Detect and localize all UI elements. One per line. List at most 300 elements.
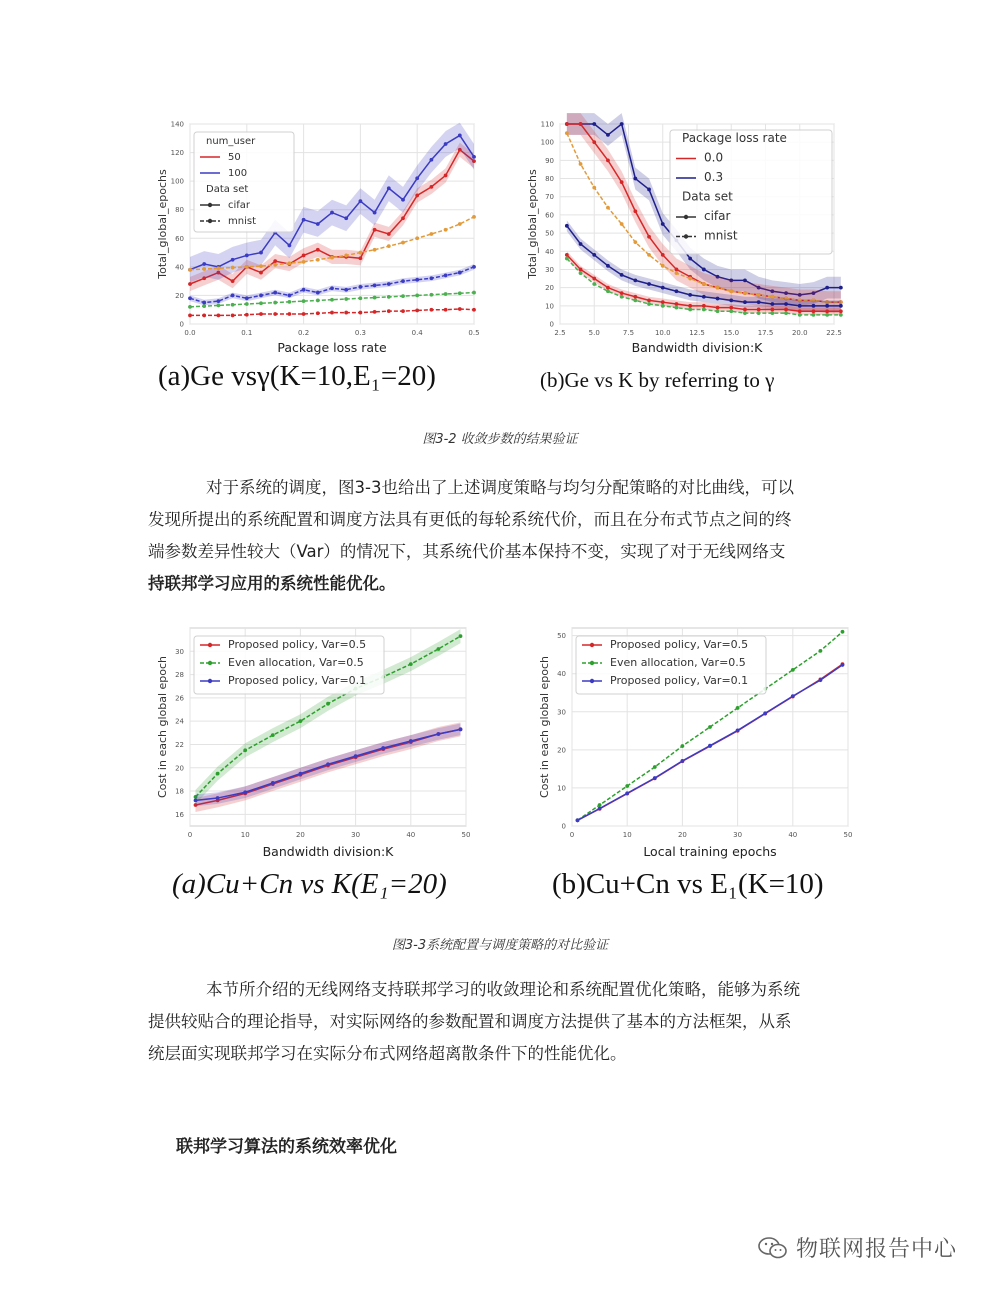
x-tick-label: 40 <box>406 831 416 839</box>
data-point <box>708 744 712 748</box>
data-point <box>373 284 377 288</box>
y-tick-label: 24 <box>175 717 184 726</box>
x-tick-label: 0.4 <box>411 329 423 337</box>
data-point <box>458 134 462 138</box>
data-point <box>598 803 602 807</box>
data-point <box>675 271 679 275</box>
x-tick-label: 2.5 <box>554 329 566 337</box>
data-point <box>812 304 816 308</box>
data-point <box>757 293 761 297</box>
data-point <box>437 732 441 736</box>
paragraph-1-line: 发现所提出的系统配置和调度方法具有更低的每轮系统代价，而且在分布式节点之间的终 <box>148 510 792 529</box>
data-point <box>841 630 845 634</box>
data-point <box>770 308 774 312</box>
data-point <box>444 274 448 278</box>
data-point <box>202 262 206 266</box>
data-point <box>273 301 277 305</box>
y-tick-label: 40 <box>545 247 554 256</box>
y-tick-label: 50 <box>545 229 554 238</box>
data-point <box>661 222 665 226</box>
data-point <box>409 662 413 666</box>
legend-label: Even allocation, Var=0.5 <box>228 656 364 669</box>
data-point <box>401 216 405 220</box>
y-tick-label: 30 <box>557 708 566 717</box>
data-point <box>288 261 292 265</box>
legend-marker <box>684 215 688 219</box>
data-point <box>401 309 405 313</box>
data-point <box>231 314 235 318</box>
data-point <box>273 291 277 295</box>
data-point <box>288 300 292 304</box>
data-point <box>316 222 320 226</box>
data-point <box>316 311 320 315</box>
paragraph-2-line: 统层面实现联邦学习在实际分布式网络超离散条件下的性能优化。 <box>148 1044 627 1063</box>
y-tick-label: 28 <box>175 671 184 680</box>
y-tick-label: 90 <box>545 156 554 165</box>
data-point <box>359 311 363 315</box>
data-point <box>661 300 665 304</box>
data-point <box>359 256 363 260</box>
data-point <box>784 308 788 312</box>
data-point <box>688 304 692 308</box>
data-point <box>841 663 845 667</box>
legend-label: Proposed policy, Var=0.5 <box>610 638 749 651</box>
data-point <box>299 772 303 776</box>
data-point <box>430 293 434 297</box>
data-point <box>381 746 385 750</box>
y-axis-label: Cost in each global epoch <box>156 655 169 799</box>
data-point <box>359 251 363 255</box>
data-point <box>430 276 434 280</box>
x-tick-label: 10 <box>622 831 632 839</box>
data-point <box>344 254 348 258</box>
data-point <box>702 295 706 299</box>
data-point <box>592 282 596 286</box>
chart-fig2b <box>520 118 840 358</box>
data-point <box>743 291 747 295</box>
data-point <box>217 314 221 318</box>
data-point <box>245 313 249 317</box>
x-tick-label: 12.5 <box>689 329 705 337</box>
data-point <box>288 294 292 298</box>
data-point <box>675 302 679 306</box>
data-point <box>326 702 330 706</box>
paragraph-1 <box>148 472 858 600</box>
x-tick-label: 0.0 <box>184 329 196 337</box>
data-point <box>316 291 320 295</box>
fig3a-label: (a)Cu+Cn vs K(E₁=20) <box>172 868 447 900</box>
paragraph-1-line: 对于系统的调度，图3-3也给出了上述调度策略与均匀分配策略的对比曲线，可以 <box>206 478 794 497</box>
data-point <box>633 177 637 181</box>
data-point <box>798 309 802 313</box>
data-point <box>271 733 275 737</box>
data-point <box>326 762 330 766</box>
figure-caption-3-2: 图3-2 收敛步数的结果验证 <box>422 432 578 447</box>
data-point <box>401 279 405 283</box>
y-tick-label: 18 <box>175 787 184 796</box>
data-point <box>387 309 391 313</box>
data-point <box>273 312 277 316</box>
data-point <box>459 634 463 638</box>
data-point <box>259 312 263 316</box>
x-tick-label: 0.5 <box>468 329 480 337</box>
x-tick-label: 20 <box>677 831 687 839</box>
data-point <box>217 266 221 270</box>
data-point <box>716 297 720 301</box>
y-tick-label: 20 <box>175 764 184 773</box>
data-point <box>188 305 192 309</box>
data-point <box>259 301 263 305</box>
legend-label: Data set <box>206 184 249 195</box>
data-point <box>839 309 843 313</box>
data-point <box>825 286 829 290</box>
data-point <box>302 254 306 258</box>
data-point <box>359 285 363 289</box>
data-point <box>688 308 692 312</box>
data-point <box>647 298 651 302</box>
data-point <box>579 162 583 166</box>
y-tick-label: 40 <box>557 670 566 679</box>
data-point <box>606 264 610 268</box>
data-point <box>839 286 843 290</box>
legend-label: Data set <box>682 189 733 204</box>
x-tick-label: 0.2 <box>298 329 310 337</box>
data-point <box>444 308 448 312</box>
data-point <box>188 268 192 272</box>
paragraph-1-line: 持联邦学习应用的系统性能优化。 <box>148 574 396 593</box>
data-point <box>415 236 419 240</box>
y-tick-label: 16 <box>175 810 184 819</box>
data-point <box>354 754 358 758</box>
data-point <box>620 291 624 295</box>
data-point <box>839 304 843 308</box>
y-axis-label: Cost in each global epoch <box>538 655 551 799</box>
data-point <box>702 282 706 286</box>
legend-marker <box>684 234 688 238</box>
chart-fig3b <box>532 622 862 862</box>
data-point <box>620 222 624 226</box>
data-point <box>415 294 419 298</box>
y-tick-label: 20 <box>175 291 184 300</box>
data-point <box>472 291 476 295</box>
data-point <box>472 265 476 269</box>
data-point <box>579 242 583 246</box>
legend-label: Proposed policy, Var=0.5 <box>228 638 367 651</box>
data-point <box>565 257 569 261</box>
data-point <box>633 295 637 299</box>
data-point <box>702 308 706 312</box>
data-point <box>661 286 665 290</box>
data-point <box>387 232 391 236</box>
data-point <box>579 122 583 126</box>
data-point <box>217 304 221 308</box>
data-point <box>430 308 434 312</box>
data-point <box>202 301 206 305</box>
data-point <box>430 185 434 189</box>
data-point <box>299 719 303 723</box>
fig2a-label: (a)Ge vsγ(K=10,E₁=20) <box>158 360 436 392</box>
paragraph-2-line: 本节所介绍的无线网络支持联邦学习的收敛理论和系统配置优化策略，能够为系统 <box>206 980 800 999</box>
data-point <box>620 273 624 277</box>
x-tick-label: 17.5 <box>757 329 774 337</box>
data-point <box>819 649 823 653</box>
y-tick-label: 26 <box>175 694 184 703</box>
data-point <box>259 294 263 298</box>
data-point <box>598 807 602 811</box>
data-point <box>330 211 334 215</box>
legend-label: Proposed policy, Var=0.1 <box>228 674 367 687</box>
data-point <box>661 264 665 268</box>
data-point <box>757 300 761 304</box>
data-point <box>681 744 685 748</box>
data-point <box>273 259 277 263</box>
y-tick-label: 0 <box>549 320 554 329</box>
data-point <box>344 216 348 220</box>
data-point <box>387 186 391 190</box>
data-point <box>259 264 263 268</box>
data-point <box>216 772 220 776</box>
data-point <box>702 268 706 272</box>
data-point <box>387 244 391 248</box>
data-point <box>302 260 306 264</box>
data-point <box>625 784 629 788</box>
data-point <box>576 818 580 822</box>
data-point <box>736 729 740 733</box>
legend-label: 0.3 <box>704 170 724 184</box>
paragraph-1-line: 端参数差异性较大（Var）的情况下，其系统代价基本保持不变，实现了对于无线网络支 <box>148 542 786 561</box>
data-point <box>245 254 249 258</box>
data-point <box>743 311 747 315</box>
data-point <box>812 313 816 317</box>
data-point <box>344 311 348 315</box>
legend-marker <box>590 661 594 665</box>
y-tick-label: 70 <box>545 193 554 202</box>
data-point <box>387 282 391 286</box>
y-axis-label: Total_global_epochs <box>526 169 539 279</box>
x-tick-label: 0 <box>569 831 575 839</box>
data-point <box>688 277 692 281</box>
data-point <box>401 294 405 298</box>
data-point <box>472 155 476 159</box>
data-point <box>606 286 610 290</box>
data-point <box>729 298 733 302</box>
data-point <box>770 302 774 306</box>
y-tick-label: 0 <box>561 822 566 831</box>
data-point <box>729 306 733 310</box>
y-tick-label: 100 <box>170 177 184 186</box>
x-tick-label: 30 <box>351 831 361 839</box>
data-point <box>359 296 363 300</box>
data-point <box>409 739 413 743</box>
data-point <box>401 241 405 245</box>
data-point <box>675 306 679 310</box>
data-point <box>565 253 569 257</box>
y-tick-label: 30 <box>545 265 554 274</box>
data-point <box>259 251 263 255</box>
y-axis-label: Total_global_epochs <box>156 169 169 279</box>
data-point <box>743 308 747 312</box>
data-point <box>825 309 829 313</box>
data-point <box>743 278 747 282</box>
data-point <box>373 228 377 232</box>
x-tick-label: 22.5 <box>826 329 842 337</box>
wechat-icon <box>758 1236 788 1260</box>
paragraph-2 <box>148 974 858 1070</box>
legend-label: 100 <box>228 168 248 179</box>
data-point <box>231 279 235 283</box>
legend-label: Package loss rate <box>682 131 787 145</box>
data-point <box>415 194 419 198</box>
data-point <box>592 122 596 126</box>
paragraph-2-line: 提供较贴合的理论指导，对实际网络的参数配置和调度方法提供了基本的方法框架，从系 <box>148 1012 792 1031</box>
data-point <box>359 199 363 203</box>
chart-fig3a <box>150 622 480 862</box>
x-axis-label: Local training epochs <box>643 844 777 859</box>
data-point <box>791 694 795 698</box>
legend-marker <box>590 679 594 683</box>
x-axis-label: Package loss rate <box>277 340 387 355</box>
data-point <box>620 295 624 299</box>
legend-label: 0.0 <box>704 150 724 165</box>
data-point <box>245 296 249 300</box>
data-point <box>444 142 448 146</box>
data-point <box>688 257 692 261</box>
data-point <box>188 296 192 300</box>
x-tick-label: 30 <box>733 831 743 839</box>
data-point <box>231 266 235 270</box>
data-point <box>661 304 665 308</box>
data-point <box>716 309 720 313</box>
data-point <box>459 727 463 731</box>
data-point <box>316 258 320 262</box>
data-point <box>647 302 651 306</box>
y-tick-label: 140 <box>170 120 184 129</box>
data-point <box>633 209 637 213</box>
data-point <box>330 256 334 260</box>
data-point <box>458 291 462 295</box>
data-point <box>653 765 657 769</box>
data-point <box>784 311 788 315</box>
x-tick-label: 7.5 <box>622 329 635 337</box>
legend-label: cifar <box>228 200 251 211</box>
section-heading: 联邦学习算法的系统效率优化 <box>176 1137 397 1157</box>
data-point <box>271 781 275 785</box>
legend-marker <box>590 643 594 647</box>
data-point <box>681 759 685 763</box>
data-point <box>688 293 692 297</box>
data-point <box>565 131 569 135</box>
data-point <box>259 271 263 275</box>
data-point <box>647 188 651 192</box>
data-point <box>579 268 583 272</box>
data-point <box>316 248 320 252</box>
data-point <box>373 211 377 215</box>
data-point <box>798 313 802 317</box>
legend-label: num_user <box>206 136 256 147</box>
data-point <box>743 300 747 304</box>
data-point <box>592 140 596 144</box>
watermark-text: 物联网报告中心 <box>796 1237 958 1262</box>
legend-marker <box>208 643 212 647</box>
y-tick-label: 50 <box>557 632 566 641</box>
x-tick-label: 0.1 <box>241 329 253 337</box>
legend-marker <box>208 203 212 207</box>
data-point <box>373 248 377 252</box>
data-point <box>373 310 377 314</box>
data-point <box>770 311 774 315</box>
y-tick-label: 20 <box>557 746 566 755</box>
x-tick-label: 0.3 <box>354 329 366 337</box>
data-point <box>344 288 348 292</box>
data-point <box>606 289 610 293</box>
chart-fig2a <box>150 118 480 358</box>
data-point <box>708 725 712 729</box>
data-point <box>243 790 247 794</box>
data-point <box>330 311 334 315</box>
figure-caption-3-3: 图3-3系统配置与调度策略的对比验证 <box>391 938 609 953</box>
y-tick-label: 20 <box>545 284 554 293</box>
legend-label: Proposed policy, Var=0.1 <box>610 674 749 687</box>
data-point <box>819 678 823 682</box>
data-point <box>302 299 306 303</box>
legend-label: mnist <box>228 216 256 227</box>
y-tick-label: 0 <box>179 320 184 329</box>
data-point <box>784 302 788 306</box>
legend-marker <box>208 679 212 683</box>
data-point <box>633 240 637 244</box>
data-point <box>592 253 596 257</box>
fig2b-label: (b)Ge vs K by referring to γ <box>540 368 775 392</box>
legend-label: Even allocation, Var=0.5 <box>610 656 746 669</box>
data-point <box>620 180 624 184</box>
x-tick-label: 20.0 <box>791 329 808 337</box>
x-tick-label: 5.0 <box>588 329 600 337</box>
data-point <box>302 218 306 222</box>
data-point <box>736 706 740 710</box>
data-point <box>302 312 306 316</box>
data-point <box>344 297 348 301</box>
data-point <box>217 299 221 303</box>
data-point <box>647 235 651 239</box>
y-tick-label: 80 <box>175 206 184 215</box>
data-point <box>757 308 761 312</box>
data-point <box>194 798 198 802</box>
legend-label: 50 <box>228 152 241 163</box>
data-point <box>415 176 419 180</box>
y-tick-label: 40 <box>175 263 184 272</box>
x-tick-label: 15.0 <box>723 329 740 337</box>
y-tick-label: 10 <box>557 784 566 793</box>
data-point <box>288 312 292 316</box>
data-point <box>770 295 774 299</box>
data-point <box>606 133 610 137</box>
x-tick-label: 50 <box>843 831 853 839</box>
data-point <box>202 304 206 308</box>
data-point <box>763 711 767 715</box>
data-point <box>661 253 665 257</box>
legend-label: mnist <box>704 228 738 243</box>
x-tick-label: 20 <box>295 831 305 839</box>
data-point <box>202 267 206 271</box>
y-tick-label: 80 <box>545 175 554 184</box>
data-point <box>437 647 441 651</box>
x-tick-label: 50 <box>461 831 471 839</box>
x-axis-label: Bandwidth division:K <box>262 844 394 859</box>
y-tick-label: 10 <box>545 302 554 311</box>
data-point <box>330 286 334 290</box>
data-point <box>798 304 802 308</box>
y-tick-label: 60 <box>175 234 184 243</box>
